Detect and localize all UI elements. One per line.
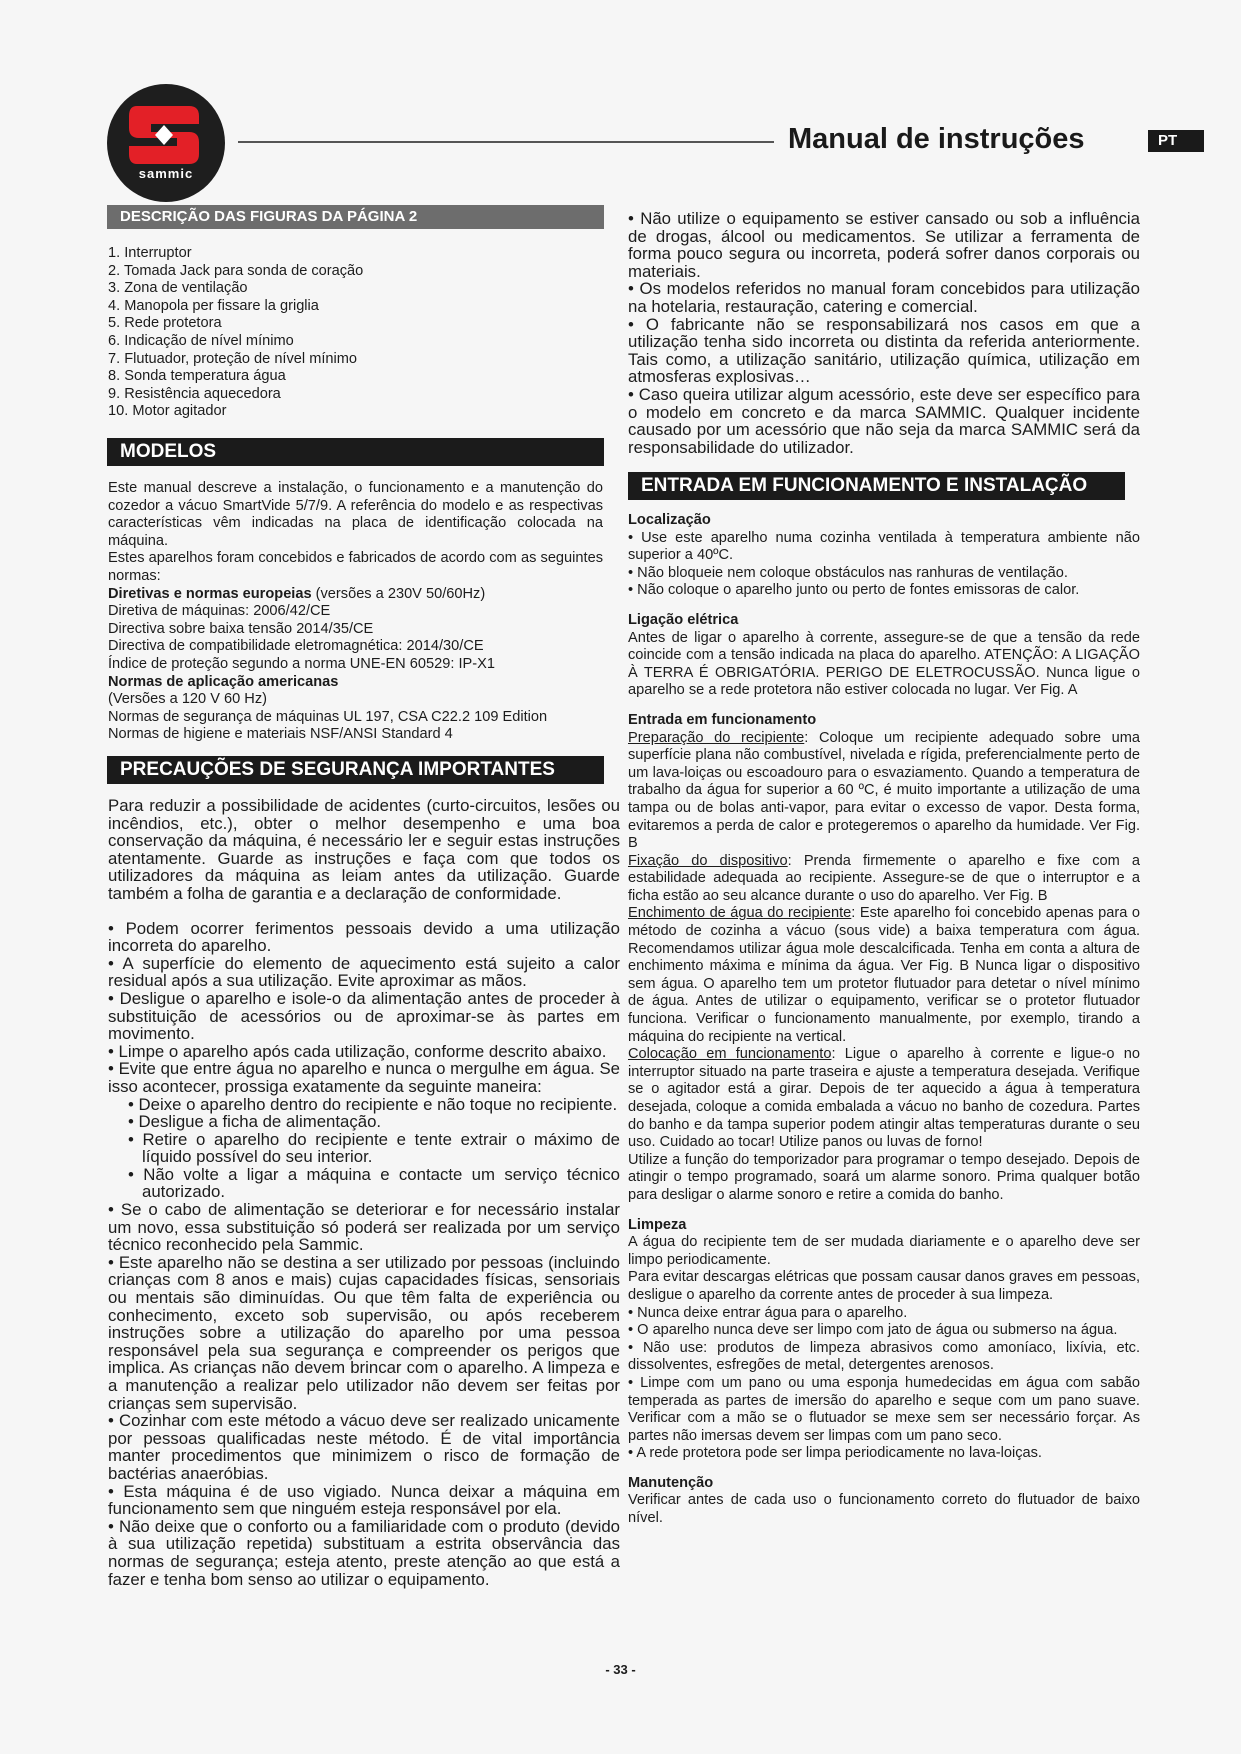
paragraph: Verificar antes de cada uso o funcionamento correto do flutuador de baixo nível. xyxy=(628,1492,1140,1527)
list-item: 3. Zona de ventilação xyxy=(108,280,248,297)
safety-sub-bullet: • Deixe o aparelho dentro do recipiente e não toque no recipiente. xyxy=(128,1094,618,1114)
norm-line: Directiva de compatibilidade eletromagnética: 2014/30/CE xyxy=(108,638,484,655)
sammic-logo xyxy=(107,84,225,202)
safety-bullet: • Se o cabo de alimentação se deteriorar e for necessário instalar um novo, essa substituição só poderá ser realizada por um serviço técnico reconhecido pela Sammic. xyxy=(108,1200,620,1255)
subheading: Limpeza xyxy=(628,1216,687,1233)
norm-line: (Versões a 120 V 60 Hz) xyxy=(108,691,267,708)
subheading: Manutenção xyxy=(628,1474,714,1491)
subheading: Localização xyxy=(628,512,711,528)
safety-bullet: • Cozinhar com este método a vácuo deve ser realizado unicamente por pessoas qualificadas neste método. É de vital importância manter procedimentos que minimizem o risco de formação de bactérias anaeróbias. xyxy=(108,1411,620,1483)
bullet: • Não use: produtos de limpeza abrasivos como amoníaco, lixívia, etc. dissolventes, esfregões de metal, detergentes arenosos. xyxy=(628,1339,1140,1374)
page-title: Manual de instruções xyxy=(788,123,1085,155)
page-number: - 33 - xyxy=(605,1662,636,1677)
safety-bullet: • Limpe o aparelho após cada utilização, conforme descrito abaixo. xyxy=(108,1041,607,1061)
modelos-section xyxy=(108,480,603,744)
safety-sub-bullet: • Desligue a ficha de alimentação. xyxy=(128,1112,382,1132)
paragraph: Para evitar descargas elétricas que possam causar danos graves em pessoas, desligue o aparelho da corrente antes de proceder à sua limpeza. xyxy=(628,1269,1140,1303)
figures-heading: DESCRIÇÃO DAS FIGURAS DA PÁGINA 2 xyxy=(107,205,604,229)
paragraph xyxy=(628,905,1140,1046)
eu-norms-note: (versões a 230V 50/60Hz) xyxy=(311,585,486,602)
modelos-paragraph: Este manual descreve a instalação, o funcionamento e a manutenção do cozedor a vácuo SmartVide 5/7/9. A referência do modelo e as respectivas características vêm indicadas na placa de identificação colocada na máquina. xyxy=(108,480,603,549)
norm-line: Directiva sobre baixa tensão 2014/35/CE xyxy=(108,620,374,637)
step-label: Fixação do dispositivo xyxy=(628,852,788,869)
norm-line: Normas de higiene e materiais NSF/ANSI Standard 4 xyxy=(108,726,453,743)
safety-bullet: • Não utilize o equipamento se estiver cansado ou sob a influência de drogas, álcool ou medicamentos. Se utilizar a ferramenta de forma pouco segura ou incorreta, poderá sofrer danos corporais ou materiais. xyxy=(628,209,1140,281)
safety-bullet: • O fabricante não se responsabilizará nos casos em que a utilização tenha sido incorreta ou distinta da referida anteriormente. Tais como, a utilização sanitário, utilização química, utilização em atmosferas explosivas… xyxy=(628,314,1140,387)
safety-bullet: • Evite que entre água no aparelho e nunca o mergulhe em água. Se isso acontecer, prossiga exatamente da seguinte maneira: xyxy=(108,1059,620,1096)
paragraph xyxy=(628,1046,1140,1152)
step-text: : Prenda firmemente o aparelho e fixe com a estabilidade adequada ao recipiente. Assegure-se de que o interruptor e a ficha estão ao seu alcance durante o uso do aparelho. Ver Fig. B xyxy=(628,852,1140,904)
us-norms-title: Normas de aplicação americanas xyxy=(108,673,339,690)
logo-text: sammic xyxy=(138,166,194,181)
step-label: Preparação do recipiente xyxy=(628,729,805,746)
step-text: : Coloque um recipiente adequado sobre uma superfície plana não combustível, nivelada e rígida, preferencialmente perto de um lava-loiças ou escoadouro para o esvaziamento. Quando a temperatura de trabalho da água for superior a 60 ºC, é muito importante a utilização de uma tampa ou de bolas anti-vapor, para evitar o excesso de vapor. Desta forma, evitaremos a perda de calor e protegeremos o aparelho da humidade. Ver Fig. B xyxy=(628,729,1141,852)
paragraph xyxy=(628,853,1140,906)
safety-continued xyxy=(628,210,1140,456)
eu-norms-title: Diretivas e normas europeias xyxy=(108,585,312,602)
subheading: Entrada em funcionamento xyxy=(628,711,817,728)
safety-sub-bullet: • Retire o aparelho do recipiente e tente extrair o máximo de líquido possível do seu interior. xyxy=(128,1129,620,1167)
safety-bullet: • Este aparelho não se destina a ser utilizado por pessoas (incluindo crianças com 8 anos e mais) cujas capacidades físicas, sensoriais ou mentais são diminuídas. Ou que têm falta de experiência ou conhecimento, exceto sob supervisão, ou após receberem instruções sobre a utilização do aparelho por uma pessoa responsável pela sua segurança e compreender os perigos que implica. As crianças não devem brincar com o aparelho. A limpeza e a manutenção a realizar pelo utilizador não devem ser feitas por crianças sem supervisão. xyxy=(108,1252,620,1413)
paragraph xyxy=(628,730,1140,853)
list-item: 4. Manopola per fissare la griglia xyxy=(108,297,319,314)
subheading: Ligação elétrica xyxy=(628,611,739,628)
language-badge: PT xyxy=(1148,130,1204,152)
list-item: 8. Sonda temperatura água xyxy=(108,368,286,385)
safety-section xyxy=(108,797,620,1588)
paragraph: Utilize a função do temporizador para programar o tempo desejado. Depois de atingir o tempo programado, soará um alarme sonoro. Prima qualquer botão para desligar o alarme sonoro e retire a comida do banho. xyxy=(628,1151,1140,1203)
paragraph: Antes de ligar o aparelho à corrente, assegure-se de que a tensão da rede coincide com a tensão indicada na placa do aparelho. ATENÇÃO: A LIGAÇÃO À TERRA É OBRIGATÓRIA. PERIGO DE ELETROCUSSÃO. Nunca ligue o aparelho se a rede protetora não estiver colocada no lugar. Ver Fig. A xyxy=(628,629,1140,699)
safety-bullet: • Não deixe que o conforto ou a familiaridade com o produto (devido à sua utilização repetida) substituam a estrita observância das normas de segurança; esteja atento, preste atenção ao que está a fazer e tenha bom senso ao utilizar o equipamento. xyxy=(108,1516,620,1589)
safety-intro: Para reduzir a possibilidade de acidentes (curto-circuitos, lesões ou incêndios, etc.), obter o melhor desempenho e uma boa conservação da máquina, é necessário ler e seguir estas instruções atentamente. Guarde as instruções e faça com que todos os utilizadores da máquina as leiam antes da utilização. Guarde também a folha de garantia e a declaração de conformidade. xyxy=(108,796,620,903)
step-label: Colocação em funcionamento xyxy=(628,1046,832,1063)
eu-norms xyxy=(108,586,603,604)
modelos-heading: MODELOS xyxy=(107,438,604,466)
norm-line: Normas de segurança de máquinas UL 197, CSA C22.2 109 Edition xyxy=(108,708,548,725)
norm-line: Índice de proteção segundo a norma UNE-EN 60529: IP-X1 xyxy=(108,655,495,672)
bullet: • O aparelho nunca deve ser limpo com jato de água ou submerso na água. xyxy=(628,1322,1118,1339)
bullet: • Limpe com um pano ou uma esponja humedecidas em água com sabão temperada as partes de imersão do aparelho e seque com um pano suave. Verificar com a mão se o flutuador se mexe sem ser necessário forçar. As partes não imersas devem ser limpas com um pano seco. xyxy=(628,1374,1140,1444)
safety-bullet: • Os modelos referidos no manual foram concebidos para utilização na hotelaria, restauração, catering e comercial. xyxy=(628,279,1140,316)
safety-bullet: • A superfície do elemento de aquecimento está sujeito a calor residual após a sua utilização. Evite aproximar as mãos. xyxy=(108,953,620,991)
modelos-paragraph: Estes aparelhos foram concebidos e fabricados de acordo com as seguintes normas: xyxy=(108,550,603,584)
install-heading: ENTRADA EM FUNCIONAMENTO E INSTALAÇÃO xyxy=(628,472,1125,500)
list-item: 10. Motor agitador xyxy=(108,403,227,420)
safety-bullet: • Caso queira utilizar algum acessório, este deve ser específico para o modelo em concreto e da marca SAMMIC. Qualquer incidente causado por um acessório que não seja da marca SAMMIC será da responsabilidade do utilizador. xyxy=(628,384,1140,457)
list-item: 2. Tomada Jack para sonda de coração xyxy=(108,262,364,279)
sammic-s-icon xyxy=(107,84,225,202)
list-item: 1. Interruptor xyxy=(108,245,192,261)
list-item: 7. Flutuador, proteção de nível mínimo xyxy=(108,350,358,367)
figures-list xyxy=(108,245,603,421)
paragraph: A água do recipiente tem de ser mudada diariamente e o aparelho deve ser limpo periodicamente. xyxy=(628,1234,1140,1268)
safety-bullet: • Esta máquina é de uso vigiado. Nunca deixar a máquina em funcionamento sem que ninguém esteja responsável por ela. xyxy=(108,1481,620,1519)
bullet: • A rede protetora pode ser limpa periodicamente no lava-loiças. xyxy=(628,1445,1042,1462)
norm-line: Diretiva de máquinas: 2006/42/CE xyxy=(108,603,331,620)
header-rule xyxy=(238,141,774,143)
safety-sub-bullet: • Não volte a ligar a máquina e contacte um serviço técnico autorizado. xyxy=(128,1164,620,1202)
bullet: • Nunca deixe entrar água para o aparelho. xyxy=(628,1304,908,1321)
step-label: Enchimento de água do recipiente xyxy=(628,905,852,922)
install-section xyxy=(628,512,1140,1528)
list-item: 9. Resistência aquecedora xyxy=(108,385,281,402)
safety-bullet: • Desligue o aparelho e isole-o da alimentação antes de proceder à substituição de acessórios ou de aproximar-se às partes em movimento. xyxy=(108,988,620,1044)
bullet: • Use este aparelho numa cozinha ventilada à temperatura ambiente não superior a 40ºC. xyxy=(628,529,1140,564)
step-text: : Ligue o aparelho à corrente e ligue-o no interruptor situado na parte traseira e ajuste a temperatura desejada. Verifique se o agitador está a girar. Depois de ter aquecido a água à temperatura desejada, coloque a comida embalada a vácuo no banho de cozedura. Partes do banho e da tampa superior podem atingir altas temperaturas durante o seu uso. Cuidado ao tocar! Utilize panos ou luvas de forno! xyxy=(628,1046,1140,1151)
bullet: • Não coloque o aparelho junto ou perto de fontes emissoras de calor. xyxy=(628,582,1080,599)
list-item: 5. Rede protetora xyxy=(108,315,222,332)
safety-heading: PRECAUÇÕES DE SEGURANÇA IMPORTANTES xyxy=(107,756,604,784)
bullet: • Não bloqueie nem coloque obstáculos nas ranhuras de ventilação. xyxy=(628,564,1068,581)
step-text: : Este aparelho foi concebido apenas para o método de cozinha a vácuo (sous vide) a baixa temperatura com água. Recomendamos utilizar água mole descalcificada. Tenha em conta a altura de enchimento máxima e mínima da água. Ver Fig. B Nunca ligar o dispositivo sem água. O aparelho tem um protetor flutuador para detetar o nível mínimo de água. Antes de utilizar o equipamento, verificar se o protetor flutuador funciona. Verificar o funcionamento manualmente, por exemplo, tirando a máquina do recipiente na vertical. xyxy=(628,905,1140,1045)
safety-bullet: • Podem ocorrer ferimentos pessoais devido a uma utilização incorreta do aparelho. xyxy=(108,918,620,956)
list-item: 6. Indicação de nível mínimo xyxy=(108,332,294,349)
